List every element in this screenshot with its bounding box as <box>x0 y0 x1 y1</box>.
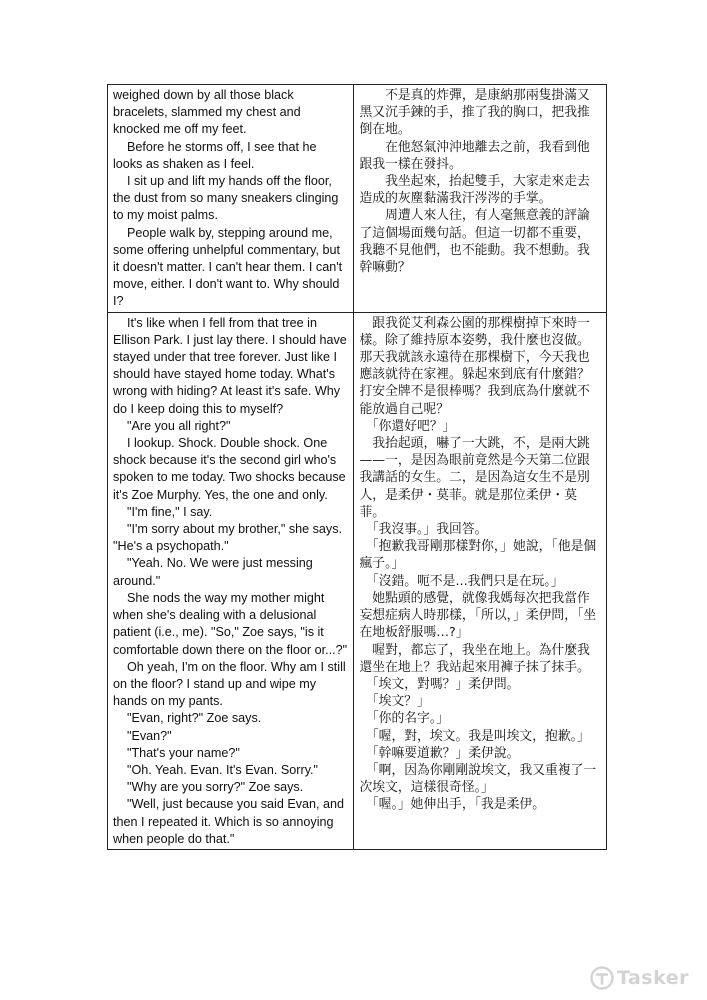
watermark-text: Tasker <box>616 967 689 989</box>
chinese-paragraph: 周遭人來人往，有人毫無意義的評論了這個場面幾句話。但這一切都不重要，我聽不見他們，也不能動。我不想動。我幹嘛動？ <box>359 208 590 276</box>
chinese-paragraph: 「埃文，對嗎？」柔伊問。 <box>359 676 520 692</box>
chinese-paragraph: 我坐起來，抬起雙手，大家走來走去造成的灰塵黏滿我汗涔涔的手掌。 <box>359 174 590 207</box>
english-paragraph: "I'm fine," I say. <box>113 504 213 519</box>
table-row <box>108 312 607 849</box>
english-paragraph: I lookup. Shock. Double shock. One shock because it's the second girl who's spoken to me today. Two shocks because it's Zoe Murphy. Yes, the one and only. <box>113 436 350 502</box>
english-paragraph: "Yeah. No. We were just messing around." <box>113 556 317 588</box>
english-paragraph: "That's your name?" <box>113 745 240 760</box>
english-paragraph: "Oh. Yeah. Evan. It's Evan. Sorry." <box>113 762 319 777</box>
chinese-paragraph: 「埃文？」 <box>359 694 430 710</box>
english-paragraph: Before he storms off, I see that he looks as shaken as I feel. <box>113 139 320 171</box>
english-paragraph: "Evan?" <box>113 728 172 743</box>
english-paragraph: She nods the way my mother might when she's dealing with a delusional patient (i.e., me). "So," Zoe says, "is it comfortable down there on the floor or...?" <box>113 590 348 657</box>
table-row <box>108 85 607 313</box>
chinese-paragraph: 「抱歉我哥剛那樣對你，」她說，「他是個瘋子。」 <box>359 539 597 572</box>
bilingual-translation-table <box>107 84 607 850</box>
table-body <box>108 85 607 850</box>
chinese-paragraph: 「幹嘛要道歉？」柔伊說。 <box>359 745 520 761</box>
tasker-watermark <box>590 966 689 990</box>
english-paragraph: weighed down by all those black bracelets, slammed my chest and knocked me off my feet. <box>113 88 305 137</box>
english-paragraph: It's like when I fell from that tree in Ellison Park. I just lay there. I should have stayed under that tree forever. Just like I should have stayed home today. What's wrong with hiding? At least it's safe. Why do I keep doing this to myself? <box>113 315 351 416</box>
english-paragraph: "Why are you sorry?" Zoe says. <box>113 780 304 795</box>
chinese-paragraph: 跟我從艾利森公園的那棵樹掉下來時一樣。除了維持原本姿勢，我什麼也沒做。那天我就該永遠待在那棵樹下，今天我也應該就待在家裡。躲起來到底有什麼錯？打安全牌不是很棒嗎？我到底為什麼就不能放過自己呢？ <box>359 315 590 417</box>
chinese-cell <box>354 85 607 313</box>
chinese-paragraph: 「你還好吧？」 <box>359 418 456 434</box>
english-paragraph: People walk by, stepping around me, some offering unhelpful commentary, but it doesn't matter. I can't hear them. I can't move, either. I don't want to. Why should I? <box>113 225 346 309</box>
chinese-paragraph: 「喔。」她伸出手，「我是柔伊。 <box>359 797 546 813</box>
english-paragraph: I sit up and lift my hands off the floor, the dust from so many sneakers clinging to my moist palms. <box>113 174 342 223</box>
chinese-paragraph: 我抬起頭，嚇了一大跳，不，是兩大跳——一，是因為眼前竟然是今天第二位跟我講話的女生。二，是因為這女生不是別人，是柔伊・莫菲。就是那位柔伊・莫菲。 <box>359 436 590 520</box>
chinese-paragraph: 她點頭的感覺，就像我媽每次把我當作妄想症病人時那樣，「所以，」柔伊問，「坐在地板舒服嗎…?」 <box>359 590 597 641</box>
chinese-paragraph: 「喔，對，埃文。我是叫埃文，抱歉。」 <box>359 728 590 744</box>
chinese-paragraph: 喔對，都忘了，我坐在地上。為什麼我還坐在地上？我站起來用褲子抹了抹手。 <box>359 642 590 675</box>
tasker-logo-icon <box>590 966 614 990</box>
english-paragraph: "Are you all right?" <box>113 418 231 433</box>
english-cell <box>108 312 354 849</box>
english-paragraph: "Evan, right?" Zoe says. <box>113 711 262 726</box>
chinese-paragraph: 在他怒氣沖沖地離去之前，我看到他跟我一樣在發抖。 <box>359 139 590 172</box>
english-paragraph: "Well, just because you said Evan, and then I repeated it. Which is so annoying when people do that." <box>113 797 348 846</box>
english-paragraph: Oh yeah, I'm on the floor. Why am I still on the floor? I stand up and wipe my hands on my pants. <box>113 659 350 709</box>
chinese-paragraph: 「你的名字。」 <box>359 711 450 727</box>
chinese-cell <box>354 312 607 849</box>
english-cell <box>108 85 354 313</box>
chinese-paragraph: 「沒錯。呃不是...我們只是在玩。」 <box>359 573 564 589</box>
chinese-paragraph: 「啊，因為你剛剛說埃文，我又重複了一次埃文，這樣很奇怪。」 <box>359 762 597 796</box>
chinese-paragraph: 「我沒事。」我回答。 <box>359 522 488 538</box>
chinese-paragraph: 不是真的炸彈，是康納那兩隻掛滿又黑又沉手鍊的手，推了我的胸口，把我推倒在地。 <box>359 88 590 138</box>
english-paragraph: "I'm sorry about my brother," she says. "He's a psychopath." <box>113 522 346 554</box>
